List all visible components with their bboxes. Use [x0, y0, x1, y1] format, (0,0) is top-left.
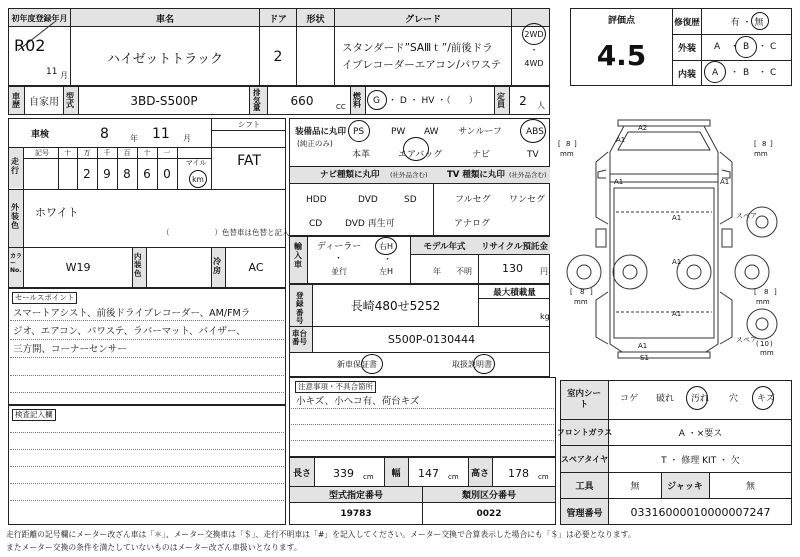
- seat-koge: コゲ: [620, 394, 639, 404]
- first-reg-month: 11: [46, 67, 58, 77]
- color-value: ホワイト: [35, 206, 79, 219]
- int-label: 内装: [677, 70, 696, 80]
- score-value: 4.5: [596, 38, 647, 72]
- equip-airbag-circle: [403, 137, 429, 161]
- disp-label: 排気量: [253, 88, 261, 113]
- fuel-label: 燃料: [353, 91, 361, 109]
- drive-2wd: 2WD: [524, 29, 544, 39]
- mileage-hdr-1: 万: [83, 149, 91, 157]
- class-no-label: 類別区分番号: [461, 491, 516, 501]
- fuel-g: G: [373, 96, 380, 106]
- equip-pw: PW: [391, 127, 406, 137]
- navi-cd: CD: [309, 219, 323, 229]
- tools-label: 工具: [575, 482, 594, 492]
- vehicle-name: ハイゼットトラック: [106, 51, 224, 67]
- ext-a: A: [714, 42, 721, 52]
- jack-label: ジャッキ: [667, 482, 703, 492]
- tire-fr-bracket-open: [: [754, 140, 757, 148]
- height-label: 高さ: [470, 468, 489, 479]
- model-label: 型式: [66, 91, 74, 109]
- repair-label: 修復歴: [674, 17, 700, 28]
- spare-paren-open: (: [756, 340, 759, 348]
- use-label: 車歴: [12, 91, 20, 109]
- sales-line-2: ジオ、エアコン、パワステ、ラバーマット、バイザー、: [13, 326, 246, 337]
- diagram-label-a2: A2: [638, 124, 648, 132]
- equip-leather: 本革: [352, 150, 371, 160]
- type-no-label: 型式指定番号: [328, 491, 383, 501]
- mileage-hdr-4: 十: [143, 149, 151, 157]
- equip-sunroof: サンルーフ: [458, 127, 502, 137]
- import-right-circle: [375, 237, 397, 255]
- tv-oneseg: ワンセグ: [509, 195, 546, 205]
- door-label: ドア: [269, 14, 287, 25]
- reg-value: 長崎480せ5252: [350, 298, 441, 313]
- tools-value: 無: [630, 482, 640, 492]
- equip-navi: ナビ: [472, 150, 491, 160]
- mileage-sign-label: 記号: [35, 149, 49, 157]
- diagram-label-s1: S1: [640, 354, 649, 362]
- notes-header: 注意事項・不具合箇所: [295, 381, 376, 393]
- car-damage-diagram: [556, 112, 796, 377]
- navi-header: ナビ種類に丸印: [320, 170, 380, 180]
- equip-title: 装備品に丸印: [295, 127, 347, 137]
- jack-value: 無: [745, 482, 755, 492]
- diagram-label-a1-mid: A1: [672, 258, 682, 266]
- ext-b-circle: [735, 36, 757, 58]
- equip-subtitle: (純正のみ): [297, 139, 333, 148]
- interior-label: 内装色: [134, 252, 142, 278]
- tire-fl-tread: 8: [566, 140, 571, 148]
- use-value: 自家用: [29, 97, 59, 108]
- shaken-year-unit: 年: [130, 134, 138, 143]
- sales-line-1: スマートアシスト、前後ドライブレコーダー、AM/FMラ: [13, 308, 251, 319]
- shift-label: シフト: [212, 119, 286, 131]
- seat-ana: 穴: [729, 394, 739, 404]
- int-a: A: [712, 68, 719, 78]
- equip-ps: PS: [353, 127, 365, 137]
- spare-label: スペアタイヤ: [560, 454, 609, 464]
- mgmt-value: 03316000010000007247: [630, 505, 771, 519]
- tire-rr-mm: mm: [756, 298, 770, 306]
- tire-rr-bracket-close: ]: [774, 288, 777, 296]
- tire-fl-mm: mm: [560, 150, 574, 158]
- import-left: 左H: [379, 267, 394, 276]
- fuel-rest: ・ D ・ HV ・（ ）: [388, 96, 478, 106]
- import-dot2: ・: [383, 255, 393, 265]
- notes-text: 小キズ、小ヘコ有、荷台キズ: [296, 396, 420, 407]
- manual-circle: [473, 354, 495, 374]
- diagram-label-a1-bed: A1: [672, 214, 682, 222]
- import-label: 輸入車: [294, 242, 302, 270]
- color-note: （ ）色替車は色替と記入: [162, 228, 290, 237]
- diagram-label-spare-bottom: スペア: [736, 336, 757, 344]
- footer-line-2: またメーター交換の条件を満たしていないものはメーター改ざん車扱いとなります。: [6, 543, 302, 552]
- navi-sd: SD: [404, 195, 417, 205]
- length-value: 339: [333, 467, 354, 480]
- drive-4wd: 4WD: [524, 58, 544, 68]
- mileage-digit-0: 2: [83, 167, 91, 181]
- repair-none-circle: [751, 12, 769, 30]
- shaken-year: 8: [100, 126, 109, 142]
- drive-dot: ・: [529, 45, 539, 56]
- recycle-unit: 円: [540, 267, 548, 276]
- import-parallel: 並行: [331, 267, 347, 276]
- tire-fl-bracket-open: [: [558, 140, 561, 148]
- diagram-label-a1-rear2: A1: [638, 342, 648, 350]
- inspector-header: 検査記入欄: [12, 409, 56, 421]
- door-count: 2: [273, 49, 283, 65]
- seat-yogore: 汚れ: [691, 394, 710, 404]
- class-no-value: 0022: [476, 509, 502, 519]
- width-label: 幅: [391, 468, 401, 479]
- mileage-hdr-0: 十: [64, 149, 71, 157]
- warranty-label: 新車保証書: [337, 360, 377, 369]
- tire-fr-bracket-close: ]: [770, 140, 773, 148]
- grade-line2: イブレコーダーエアコン/パワステ: [342, 59, 502, 71]
- diagram-label-a1-front: A1: [616, 136, 626, 144]
- spare-mm: mm: [760, 349, 774, 357]
- reg-label: 登録番号: [296, 291, 304, 325]
- mgmt-label: 管理番号: [566, 508, 603, 519]
- seat-label: 室内シート: [566, 388, 601, 410]
- warranty-circle: [361, 354, 383, 374]
- grade-line1: スタンダード”SAⅢｔ”/前後ドラ: [342, 42, 493, 54]
- colorno-label: カラーNo.: [10, 253, 23, 275]
- type-no-value: 19783: [340, 509, 372, 519]
- load-unit: kg: [540, 312, 550, 321]
- mileage-hdr-2: 千: [103, 149, 111, 157]
- ext-label: 外装: [677, 44, 696, 54]
- ac-value: AC: [248, 261, 264, 274]
- mileage-hdr-5: 一: [163, 149, 171, 157]
- equip-ps-circle: [348, 120, 370, 142]
- import-dot: ・: [334, 254, 344, 264]
- import-right: 右H: [379, 242, 394, 251]
- tire-rl-bracket-close: ]: [590, 288, 593, 296]
- tv-header: TV 種類に丸印: [447, 170, 505, 180]
- length-label: 長さ: [292, 468, 311, 479]
- ac-label: 冷房: [213, 257, 221, 275]
- int-dot1: ・: [730, 68, 740, 78]
- tire-fr-mm: mm: [754, 150, 768, 158]
- tire-rl-mm: mm: [574, 298, 588, 306]
- chassis-label: 車台番号: [292, 329, 307, 347]
- tire-rr-tread: 8: [764, 288, 769, 296]
- tv-analog: アナログ: [454, 219, 491, 229]
- diagram-label-a1-right: A1: [720, 178, 730, 186]
- name-label: 車名: [155, 14, 174, 25]
- sales-header: セールスポイント: [12, 292, 77, 304]
- int-c: C: [770, 68, 777, 78]
- mileage-hdr-3: 百: [123, 149, 131, 157]
- chassis-value: S500P-0130444: [387, 333, 476, 346]
- height-value: 178: [508, 467, 529, 480]
- diagram-label-spare: スペア: [736, 212, 757, 220]
- inspector-block: [8, 405, 286, 525]
- capacity-unit: 人: [537, 101, 545, 110]
- mileage-unit: km: [192, 174, 204, 184]
- int-a-circle: [704, 61, 726, 83]
- recycle-value: 130: [502, 262, 523, 275]
- spare-paren-close: ): [770, 340, 773, 348]
- navi-header-note: (社外品含む): [390, 171, 428, 179]
- first-reg-year: R02: [14, 36, 46, 55]
- mileage-digit-3: 6: [143, 167, 151, 181]
- diagram-label-a1-left: A1: [614, 178, 624, 186]
- mileage-digit-4: 0: [163, 167, 171, 181]
- equip-airbag: エアバッグ: [398, 150, 443, 160]
- mileage-label: 走行: [11, 157, 19, 175]
- tv-fullseg: フルセグ: [455, 195, 491, 205]
- seat-kizu: キズ: [757, 394, 775, 404]
- first-reg-month-unit: 月: [60, 71, 68, 80]
- tire-rl-tread: 8: [580, 288, 585, 296]
- height-unit: cm: [538, 473, 549, 481]
- grade-label: グレード: [404, 14, 441, 25]
- mileage-digit-1: 9: [103, 167, 111, 181]
- tire-fl-bracket-close: ]: [574, 140, 577, 148]
- ext-dot1: ・: [730, 42, 740, 52]
- recycle-label: リサイクル預託金: [481, 241, 548, 252]
- navi-hdd: HDD: [306, 195, 327, 205]
- width-unit: cm: [448, 473, 459, 481]
- tire-rr-bracket-open: [: [754, 288, 757, 296]
- shaken-label: 車検: [30, 129, 49, 140]
- shaken-month-unit: 月: [183, 134, 191, 143]
- equip-abs: ABS: [526, 127, 544, 137]
- repair-value: 有 ・ 無: [730, 18, 764, 28]
- model-year-year: 年: [433, 267, 441, 276]
- first-reg-label: 初年度登録年月: [11, 13, 68, 23]
- colorno-value: W19: [65, 261, 91, 274]
- ext-dot2: ・: [758, 42, 768, 52]
- disp-unit: CC: [336, 103, 346, 111]
- sales-line-3: 三方開、コーナーセンサー: [13, 344, 127, 355]
- model-value: 3BD-S500P: [130, 93, 198, 108]
- score-label: 評価点: [607, 15, 635, 26]
- shaken-month: 11: [152, 126, 170, 142]
- equip-abs-circle: [520, 119, 546, 143]
- seat-yabure: 破れ: [656, 394, 675, 404]
- navi-dvd: DVD: [358, 195, 378, 205]
- length-unit: cm: [363, 473, 374, 481]
- glass-label: フロントガラス: [556, 428, 613, 437]
- int-dot2: ・: [758, 68, 768, 78]
- seat-kizu-circle: [752, 386, 774, 410]
- color-label: 外装色: [11, 203, 19, 230]
- manual-label: 取扱説明書: [452, 360, 492, 369]
- equip-tv: TV: [527, 150, 539, 160]
- shift-value: FAT: [237, 153, 261, 169]
- capacity-label: 定員: [497, 91, 505, 109]
- tire-fr-tread: 8: [762, 140, 767, 148]
- equip-aw: AW: [424, 127, 439, 137]
- tire-rl-bracket-open: [: [570, 288, 573, 296]
- import-dealer: ディーラー: [317, 242, 362, 252]
- fuel-g-circle: [367, 90, 387, 110]
- footer-line-1: 走行距離の記号欄にメーター改ざん車は「＊」、メーター交換車は「＄」、走行不明車は「#」を記入してください。メーター交換で合算表示した場合にも「＄」は必要となります。: [6, 530, 636, 539]
- spare-value: T ・ 修理 KIT ・ 欠: [661, 455, 740, 466]
- glass-value: A ・×要ス: [678, 429, 723, 439]
- width-value: 147: [418, 467, 439, 480]
- diagram-label-a1-rear: A1: [672, 310, 682, 318]
- capacity-value: 2: [519, 93, 527, 108]
- ext-c: C: [770, 42, 777, 52]
- spare-tread: 10: [760, 340, 769, 348]
- mileage-digit-2: 8: [123, 167, 131, 181]
- shape-label: 形状: [306, 14, 325, 25]
- tv-header-note: (社外品含む): [509, 171, 547, 179]
- navi-dvd-play: DVD 再生可: [345, 219, 395, 229]
- ext-b: B: [743, 42, 750, 52]
- mileage-hdr-6: マイル: [185, 159, 207, 167]
- seat-yogore-circle: [686, 386, 708, 410]
- disp-value: 660: [290, 93, 314, 108]
- int-b: B: [743, 68, 750, 78]
- model-year-unknown: 不明: [456, 267, 472, 276]
- load-label: 最大積載量: [493, 287, 536, 298]
- model-year-label: モデル年式: [423, 241, 466, 252]
